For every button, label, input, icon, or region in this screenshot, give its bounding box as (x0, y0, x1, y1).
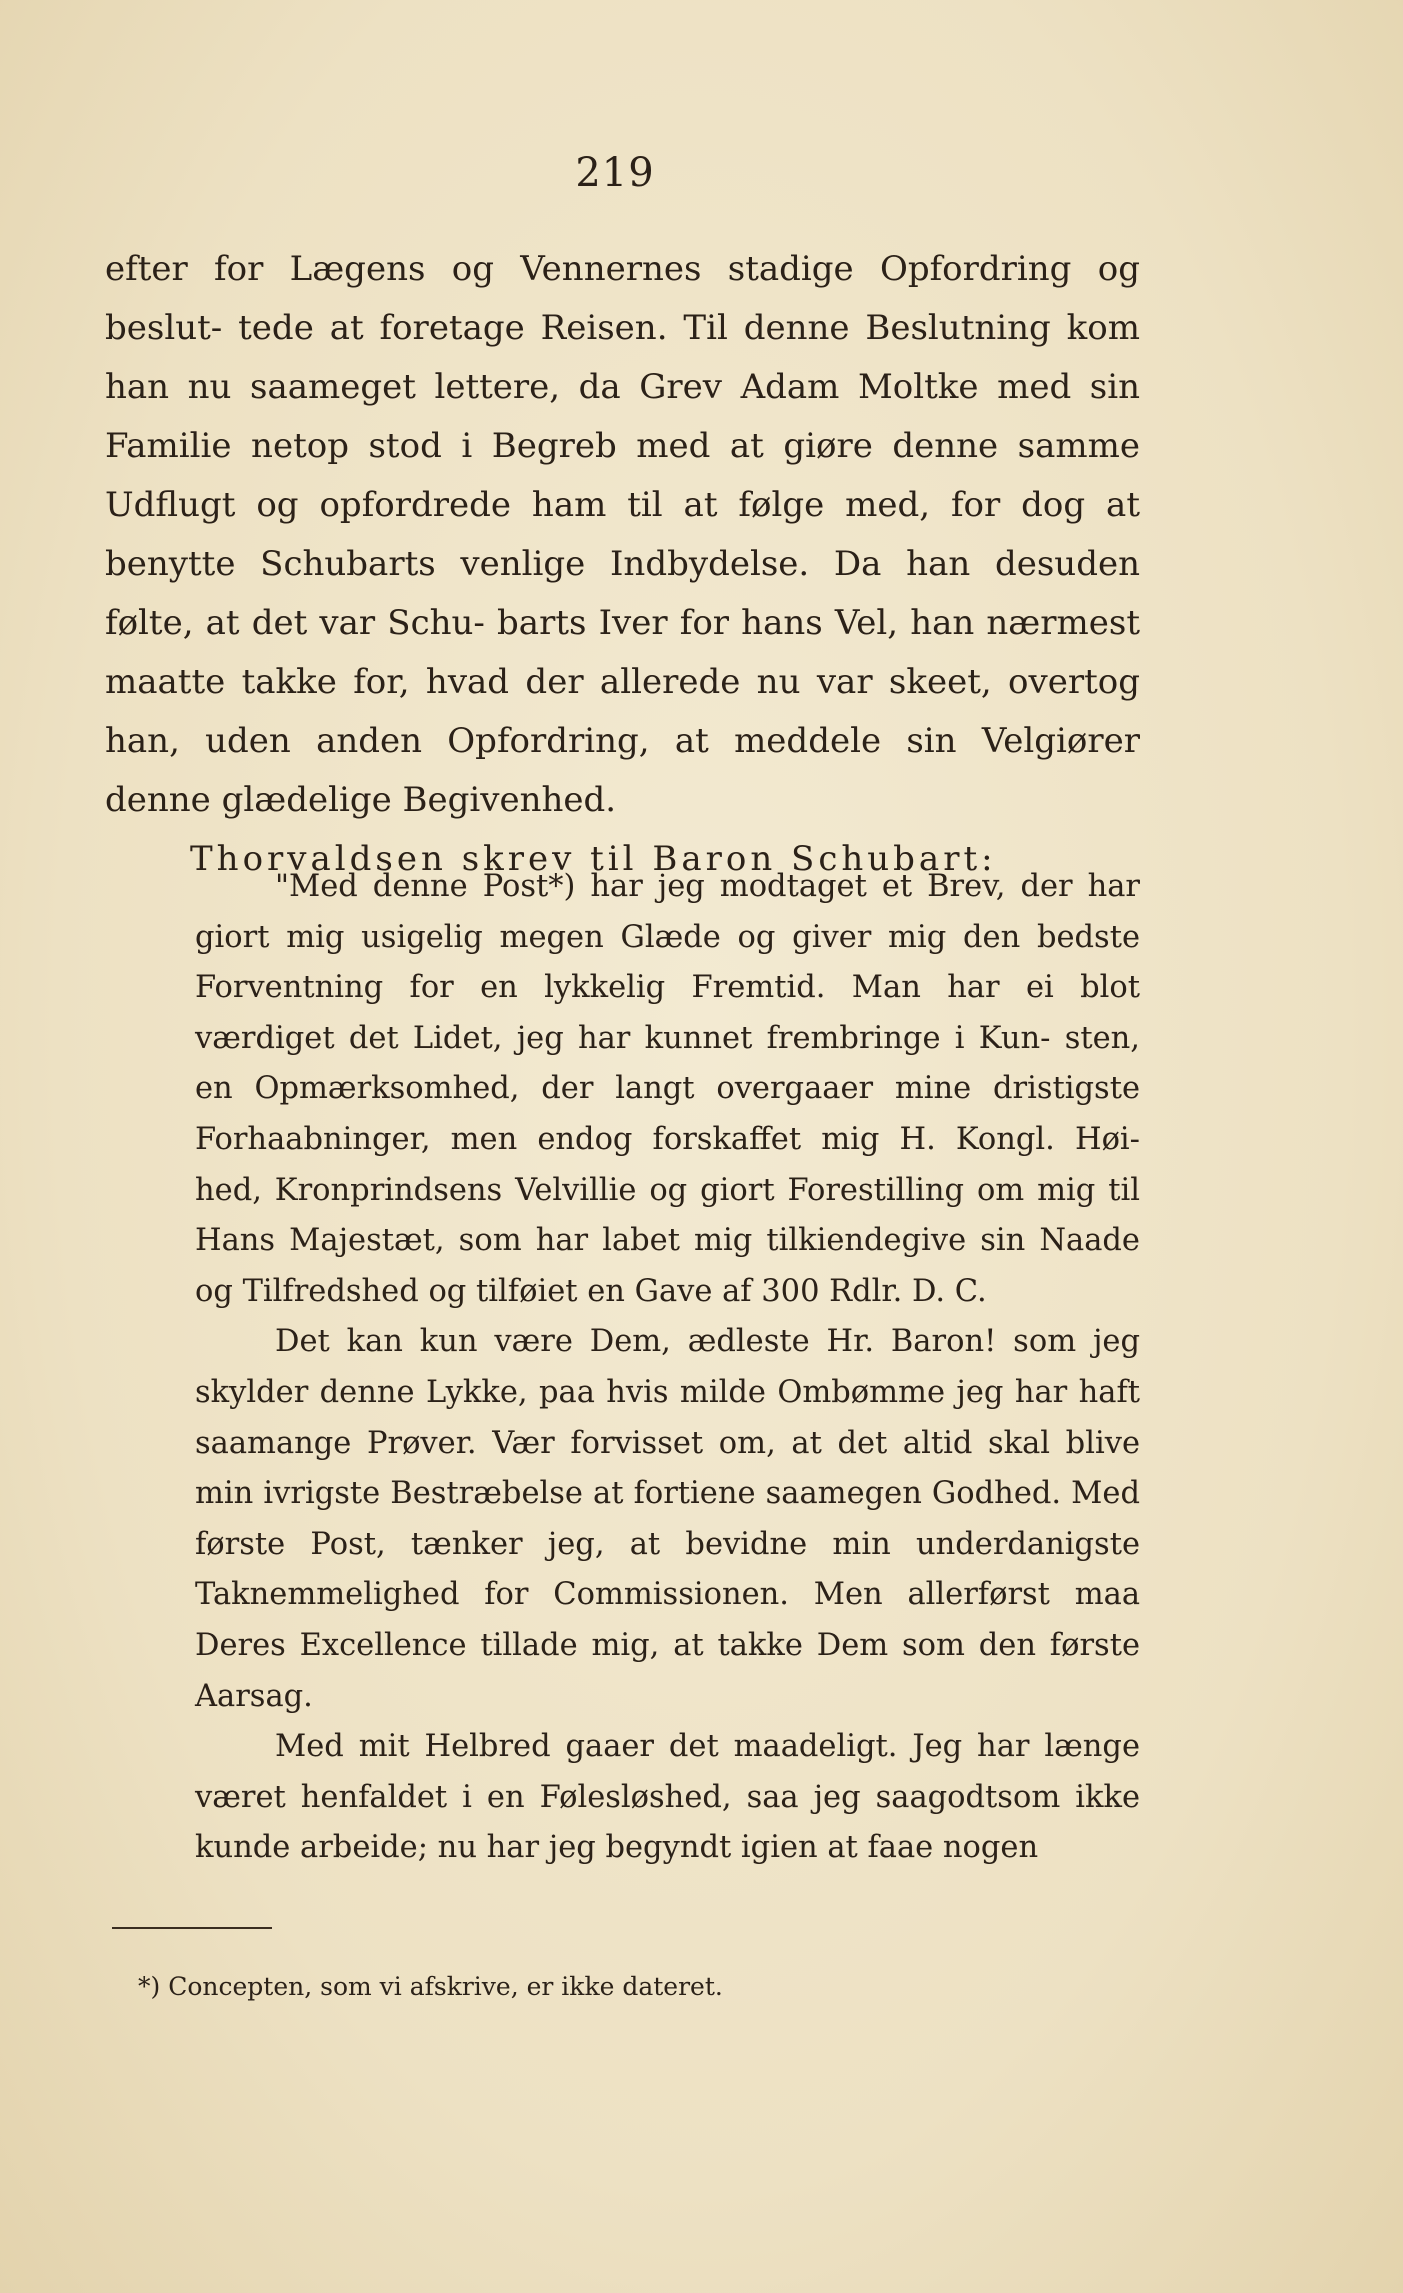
letter-paragraph: Det kan kun være Dem, ædleste Hr. Baron! som jeg skylder denne Lykke, paa hvis milde Ombømme jeg har haft saamange Prøver. Vær forvisset om, at det altid skal blive min ivrigste Bestræbelse at fortiene saamegen Godhed. Med første Post, tænker jeg, at bevidne min underdanigste Taknemmelighed for Commissionen. Men allerførst maa Deres Excellence tillade mig, at takke Dem som den første Aarsag. (195, 1324, 1140, 1714)
quoted-letter (195, 862, 1140, 1874)
letter-paragraph: Med mit Helbred gaaer det maadeligt. Jeg har længe været henfaldet i en Følesløshed, saa jeg saagodtsom ikke kunde arbeide; nu har jeg begyndt igien at faae nogen (195, 1729, 1140, 1866)
page-number: 219 (575, 150, 655, 196)
letter-paragraph: "Med denne Post*) har jeg modtaget et Brev, der har giort mig usigelig megen Glæde og giver mig den bedste Forventning for en lykkelig Fremtid. Man har ei blot værdiget det Lidet, jeg har kunnet frembringe i Kun- sten, en Opmærksomhed, der langt overgaaer mine dristigste Forhaabninger, men endog forskaffet mig H. Kongl. Høi- hed, Kronprindsens Velvillie og giort Forestilling om mig til Hans Majestæt, som har labet mig tilkiendegive sin Naade og Tilfredshed og tilføiet en Gave af 300 Rdlr. D. C. (195, 869, 1140, 1309)
footnote-divider (112, 1927, 272, 1929)
footnote: *) Concepten, som vi afskrive, er ikke dateret. (138, 1972, 723, 2001)
main-text (105, 240, 1140, 889)
body-paragraph: efter for Lægens og Vennernes stadige Opfordring og beslut- tede at foretage Reisen. Til denne Beslutning kom han nu saameget lettere, da Grev Adam Moltke med sin Familie netop stod i Begreb med at giøre denne samme Udflugt og opfordrede ham til at følge med, for dog at benytte Schubarts venlige Indbydelse. Da han desuden følte, at det var Schu- barts Iver for hans Vel, han nærmest maatte takke for, hvad der allerede nu var skeet, overtog han, uden anden Opfordring, at meddele sin Velgiører denne glædelige Begivenhed. (105, 249, 1140, 820)
letter-intro: Thorvaldsen skrev til Baron Schubart: (190, 839, 997, 879)
